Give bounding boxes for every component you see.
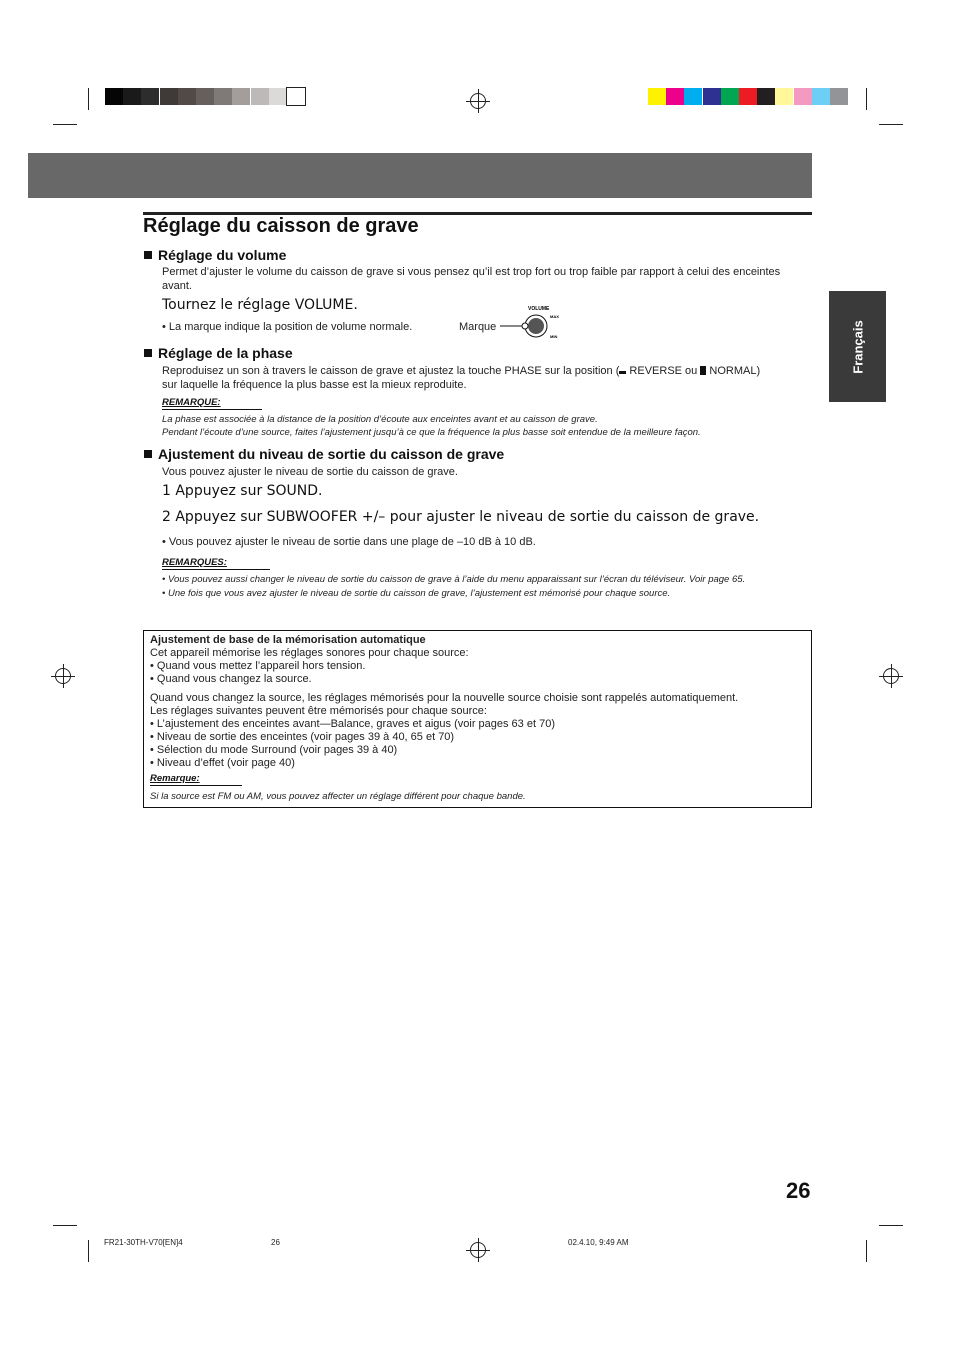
auto-memory-line: Cet appareil mémorise les réglages sonores pour chaque source: — [150, 647, 469, 659]
output-bullet: • Vous pouvez ajuster le niveau de sortie dans une plage de –10 dB à 10 dB. — [162, 536, 536, 548]
color-swatch — [141, 88, 159, 105]
auto-memory-note: Si la source est FM ou AM, vous pouvez affecter un réglage différent pour chaque bande. — [150, 791, 526, 802]
phase-heading: Réglage de la phase — [144, 345, 293, 361]
crop-mark — [53, 1225, 77, 1226]
color-swatch — [123, 88, 141, 105]
color-swatch — [684, 88, 702, 105]
auto-memory-lines — [150, 647, 805, 770]
color-swatch — [105, 88, 123, 105]
phase-text: Reproduisez un son à travers le caisson de grave et ajustez la touche PHASE sur la position ( REVERSE ou NORMAL) — [162, 365, 761, 377]
auto-memory-note-heading: Remarque: — [150, 773, 200, 784]
language-tab — [829, 291, 886, 402]
output-note-2: • Une fois que vous avez ajuster le niveau de sortie du caisson de grave, l’ajustement est mémorisé pour chaque source. — [162, 588, 671, 599]
footer-date: 02.4.10, 9:49 AM — [568, 1238, 629, 1247]
registration-mark-icon — [470, 93, 486, 109]
registration-mark-icon — [470, 1242, 486, 1258]
auto-memory-line: • Quand vous mettez l’appareil hors tension. — [150, 660, 366, 672]
auto-memory-box — [143, 630, 812, 808]
knob-max-label: MAX — [550, 314, 559, 319]
output-notes-heading: REMARQUES: — [162, 557, 227, 568]
crop-mark — [866, 1240, 867, 1262]
footer-page: 26 — [271, 1238, 280, 1247]
knob-volume-label: VOLUME — [528, 306, 550, 312]
square-bullet-icon — [144, 251, 152, 259]
square-bullet-icon — [144, 450, 152, 458]
volume-bullet: • La marque indique la position de volume normale. — [162, 321, 413, 333]
color-swatch — [178, 88, 196, 105]
volume-instruction: Tournez le réglage VOLUME. — [162, 297, 358, 313]
auto-memory-line: Quand vous changez la source, les réglages mémorisés pour la nouvelle source choisie sont rappelés automatiquement. — [150, 692, 739, 704]
phase-note-2: Pendant l’écoute d’une source, faites l’ajustement jusqu’à ce que la fréquence la plus basse soit entendue de la meilleure façon. — [162, 427, 701, 438]
footer-file: FR21-30TH-V70[EN]4 — [104, 1238, 183, 1247]
crop-mark — [879, 1225, 903, 1226]
phase-note-1: La phase est associée à la distance de la position d’écoute aux enceintes avant et au caisson de grave. — [162, 414, 598, 425]
registration-mark-icon — [55, 668, 71, 684]
page-number: 26 — [786, 1178, 811, 1203]
note-underline — [162, 569, 270, 570]
color-swatch — [812, 88, 830, 105]
page-title: Réglage du caisson de grave — [143, 215, 419, 237]
auto-memory-line: • Quand vous changez la source. — [150, 673, 312, 685]
color-swatch — [666, 88, 684, 105]
color-swatch — [196, 88, 214, 105]
auto-memory-line: • L’ajustement des enceintes avant—Balance, graves et aigus (voir pages 63 et 70) — [150, 718, 555, 730]
header-band — [28, 153, 812, 198]
color-swatch — [775, 88, 793, 105]
volume-knob-diagram — [500, 302, 564, 342]
language-tab-label: Français — [850, 319, 865, 374]
crop-mark — [53, 124, 77, 125]
color-swatch — [721, 88, 739, 105]
color-swatch — [703, 88, 721, 105]
volume-marker-label: Marque — [459, 321, 497, 333]
output-note-1: • Vous pouvez aussi changer le niveau de sortie du caisson de grave à l’aide du menu apparaissant sur l’écran du téléviseur. Voir page 65. — [162, 574, 746, 585]
color-swatch — [757, 88, 775, 105]
volume-text: Permet d’ajuster le volume du caisson de grave si vous pensez qu’il est trop fort ou trop faible par rapport à celui des enceintes avant. — [162, 266, 781, 292]
volume-heading: Réglage du volume — [144, 247, 286, 263]
note-underline — [162, 409, 262, 410]
color-swatch — [794, 88, 812, 105]
crop-mark — [88, 1240, 89, 1262]
output-step-2: 2 Appuyez sur SUBWOOFER +/– pour ajuster le niveau de sortie du caisson de grave. — [162, 509, 760, 525]
auto-memory-line: • Niveau de sortie des enceintes (voir pages 39 à 40, 65 et 70) — [150, 731, 455, 743]
crop-mark — [866, 88, 867, 110]
registration-mark-icon — [883, 668, 899, 684]
color-swatch — [269, 88, 287, 105]
color-swatch — [214, 88, 232, 105]
output-step-1: 1 Appuyez sur SOUND. — [162, 483, 323, 499]
crop-mark — [879, 124, 903, 125]
color-swatch — [739, 88, 757, 105]
auto-memory-line: Les réglages suivantes peuvent être mémorisés pour chaque source: — [150, 705, 487, 717]
color-swatch — [287, 88, 305, 105]
crop-mark — [88, 88, 89, 110]
color-swatch — [648, 88, 666, 105]
auto-memory-line: • Niveau d’effet (voir page 40) — [150, 757, 295, 769]
note-underline — [150, 785, 242, 786]
color-swatch — [232, 88, 250, 105]
auto-memory-title: Ajustement de base de la mémorisation automatique — [150, 634, 426, 646]
output-heading: Ajustement du niveau de sortie du caisson de grave — [144, 446, 504, 462]
output-text: Vous pouvez ajuster le niveau de sortie du caisson de grave. — [162, 466, 458, 478]
knob-min-label: MIN — [550, 334, 558, 339]
color-swatch — [160, 88, 178, 105]
auto-memory-line: • Sélection du mode Surround (voir pages 39 à 40) — [150, 744, 398, 756]
phase-text-2: sur laquelle la fréquence la plus basse est la mieux reproduite. — [162, 379, 467, 391]
color-swatch — [251, 88, 269, 105]
color-swatch — [830, 88, 848, 105]
phase-note-heading: REMARQUE: — [162, 397, 221, 408]
square-bullet-icon — [144, 349, 152, 357]
